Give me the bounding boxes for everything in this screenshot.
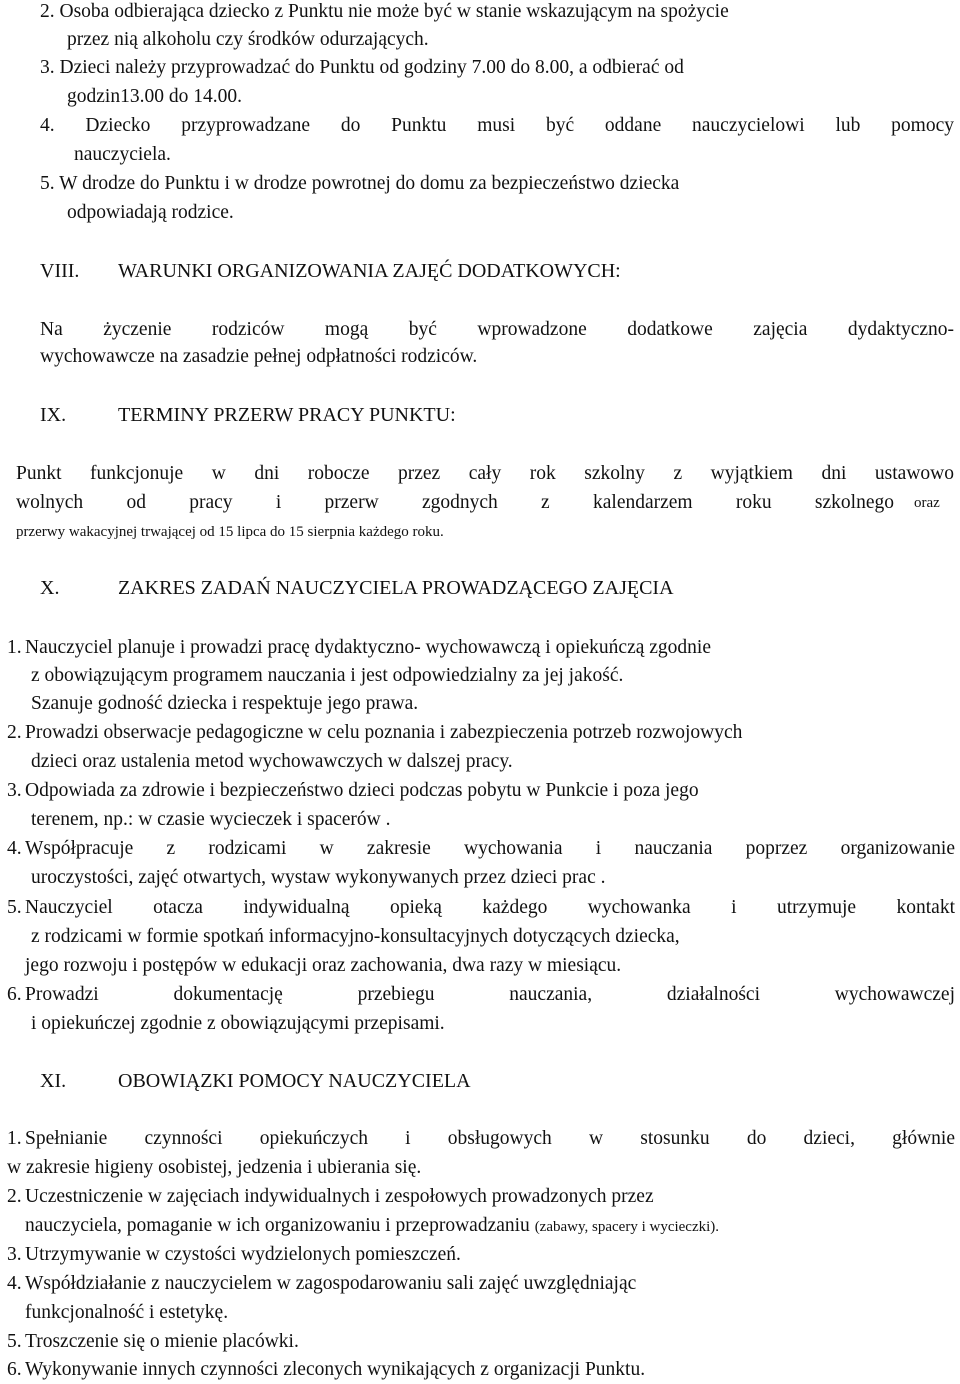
s11-item6-line1: Wykonywanie innych czynności zleconych wynikających z organizacji Punktu. (25, 1359, 646, 1380)
s10-item3-line2: terenem, np.: w czasie wycieczek i spacerów . (31, 809, 391, 830)
s9-line1: Punkt funkcjonuje w dni robocze przez cały rok szkolny z wyjątkiem dni ustawowo (16, 463, 954, 484)
s11-item1-num: 1. (7, 1128, 22, 1149)
s11-item1-line1: Spełnianie czynności opiekuńczych i obsługowych w stosunku do dzieci, głównie (25, 1128, 955, 1149)
s10-item1-line3: Szanuje godność dziecka i respektuje jego prawa. (31, 693, 419, 714)
s10-item6-line2: i opiekuńczej zgodnie z obowiązującymi przepisami. (31, 1013, 445, 1034)
s10-numeral: X. (40, 577, 60, 599)
s11-item4-line1: Współdziałanie z nauczycielem w zagospodarowaniu sali zajęć uwzględniając (25, 1273, 637, 1294)
s11-item1-line2: w zakresie higieny osobistej, jedzenia i ubierania się. (7, 1157, 422, 1178)
s10-item1-line2: z obowiązującym programem nauczania i jest odpowiedzialny za jej jakość. (31, 665, 624, 686)
s11-item6-num: 6. (7, 1359, 22, 1380)
s8-numeral: VIII. (40, 260, 80, 282)
s10-item3-num: 3. (7, 780, 22, 801)
s10-item1-num: 1. (7, 637, 22, 658)
s9-line2: wolnych od pracy i przerw zgodnych z kalendarzem roku szkolnego (16, 492, 894, 513)
s8-title: WARUNKI ORGANIZOWANIA ZAJĘĆ DODATKOWYCH: (118, 260, 621, 282)
s11-numeral: XI. (40, 1070, 67, 1092)
s11-item4-line2: funkcjonalność i estetykę. (25, 1302, 229, 1323)
s10-item5-line1: Nauczyciel otacza indywidualną opieką każdego wychowanka i utrzymuje kontakt (25, 897, 955, 918)
s9-title: TERMINY PRZERW PRACY PUNKTU: (118, 404, 456, 426)
s8-line2: wychowawcze na zasadzie pełnej odpłatności rodziców. (40, 346, 478, 367)
s10-item5-line3: jego rozwoju i postępów w edukacji oraz zachowania, dwa razy w miesiącu. (25, 955, 622, 976)
s10-item5-line2: z rodzicami w formie spotkań informacyjno-konsultacyjnych dotyczących dziecka, (31, 926, 680, 947)
s7-item4-line2: nauczyciela. (74, 144, 171, 165)
s7-item3-line2: godzin13.00 do 14.00. (67, 86, 242, 107)
s10-item4-num: 4. (7, 838, 22, 859)
s10-item4-line2: uroczystości, zajęć otwartych, wystaw wykonywanych przez dzieci prac . (31, 867, 606, 888)
s11-item2-line2-paren: (zabawy, spacery i wycieczki). (534, 1219, 720, 1235)
s7-item4-line1: 4. Dziecko przyprowadzane do Punktu musi być oddane nauczycielowi lub pomocy (40, 115, 954, 136)
s11-item2-line2 (25, 1212, 719, 1241)
s10-item4-line1: Współpracuje z rodzicami w zakresie wychowania i nauczania poprzez organizowanie (25, 838, 955, 859)
s10-item1-line1: Nauczyciel planuje i prowadzi pracę dydaktyczno- wychowawczą i opiekuńczą zgodnie (25, 637, 711, 658)
s7-item3-line1: 3. Dzieci należy przyprowadzać do Punktu od godziny 7.00 do 8.00, a odbierać od (40, 57, 684, 78)
s10-item2-num: 2. (7, 722, 22, 743)
s11-title: OBOWIĄZKI POMOCY NAUCZYCIELA (118, 1070, 471, 1092)
s11-item2-num: 2. (7, 1186, 22, 1207)
s11-item3-num: 3. (7, 1244, 22, 1265)
s7-item5-line2: odpowiadają rodzice. (67, 202, 234, 223)
s11-item5-line1: Troszczenie się o mienie placówki. (25, 1331, 299, 1352)
s10-item3-line1: Odpowiada za zdrowie i bezpieczeństwo dzieci podczas pobytu w Punkcie i poza jego (25, 780, 699, 801)
s9-numeral: IX. (40, 404, 67, 426)
s9-line2-tail: oraz (914, 495, 940, 511)
s8-line1: Na życzenie rodziców mogą być wprowadzone dodatkowe zajęcia dydaktyczno- (40, 319, 954, 340)
s10-item6-line1: Prowadzi dokumentację przebiegu nauczania, działalności wychowawczej (25, 984, 955, 1005)
s11-item2-line2-main: nauczyciela, pomaganie w ich organizowaniu i przeprowadzaniu (25, 1215, 530, 1236)
s11-item3-line1: Utrzymywanie w czystości wydzielonych pomieszczeń. (25, 1244, 461, 1265)
s7-item2-line2: przez nią alkoholu czy środków odurzających. (67, 29, 429, 50)
s11-item2-line1: Uczestniczenie w zajęciach indywidualnych i zespołowych prowadzonych przez (25, 1186, 654, 1207)
s7-item5-line1: 5. W drodze do Punktu i w drodze powrotnej do domu za bezpieczeństwo dziecka (40, 173, 680, 194)
s10-item5-num: 5. (7, 897, 22, 918)
s10-item2-line2: dzieci oraz ustalenia metod wychowawczych w dalszej pracy. (31, 751, 513, 772)
s11-item5-num: 5. (7, 1331, 22, 1352)
s10-item2-line1: Prowadzi obserwacje pedagogiczne w celu poznania i zabezpieczenia potrzeb rozwojowych (25, 722, 743, 743)
s11-item4-num: 4. (7, 1273, 22, 1294)
s10-item6-num: 6. (7, 984, 22, 1005)
s10-title: ZAKRES ZADAŃ NAUCZYCIELA PROWADZĄCEGO ZAJĘCIA (118, 577, 674, 599)
s9-line3: przerwy wakacyjnej trwającej od 15 lipca do 15 sierpnia każdego roku. (16, 524, 444, 540)
s7-item2-line1: 2. Osoba odbierająca dziecko z Punktu nie może być w stanie wskazującym na spożycie (40, 1, 729, 22)
